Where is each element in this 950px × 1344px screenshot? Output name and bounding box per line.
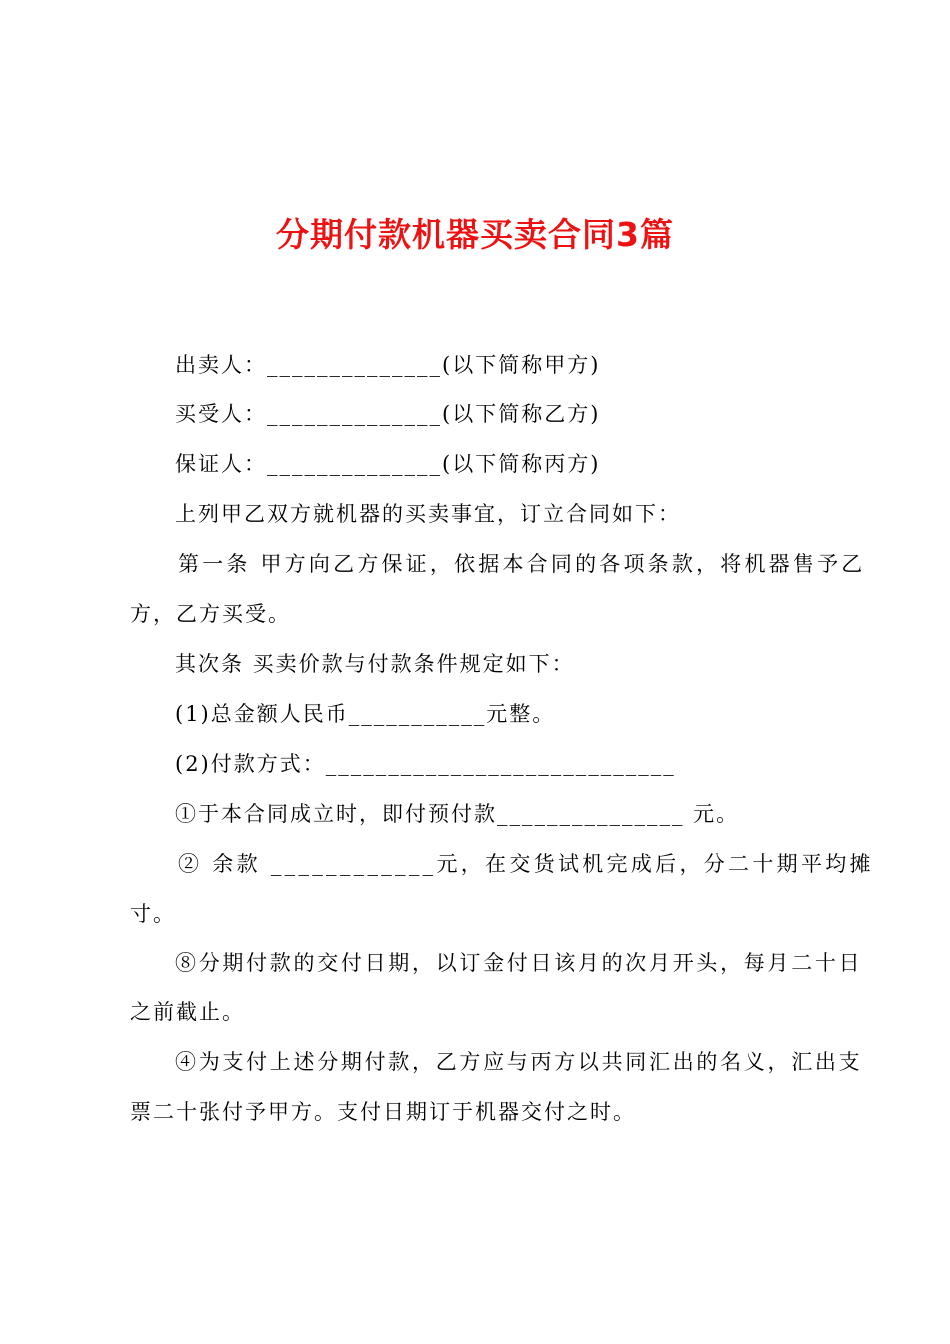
article-1-line-1: 第一条 甲方向乙方保证，依据本合同的各项条款，将机器售予乙: [178, 552, 866, 576]
balance-line-1: ② 余款 ____________元，在交货试机完成后，分二十期平均摊: [178, 852, 874, 876]
payment-method-line: (2)付款方式：____________________________: [175, 752, 676, 776]
cheque-line-1: ④为支付上述分期付款，乙方应与丙方以共同汇出的名义，汇出支: [175, 1050, 863, 1074]
guarantor-line: 保证人：______________(以下简称丙方): [175, 452, 601, 476]
cheque-line-2: 票二十张付予甲方。支付日期订于机器交付之时。: [130, 1100, 636, 1124]
total-amount-line: (1)总金额人民币___________元整。: [175, 702, 556, 726]
installment-date-line-1: ⑧分期付款的交付日期，以订金付日该月的次月开头，每月二十日: [175, 951, 863, 975]
prepayment-line: ①于本合同成立时，即付预付款_______________ 元。: [175, 802, 740, 826]
article-2-heading: 其次条 买卖价款与付款条件规定如下：: [175, 652, 575, 676]
seller-line: 出卖人：______________(以下简称甲方): [175, 353, 601, 377]
installment-date-line-2: 之前截止。: [130, 1000, 245, 1024]
article-1-line-2: 方，乙方买受。: [130, 602, 291, 626]
balance-line-2: 寸。: [130, 902, 176, 926]
document-title: 分期付款机器买卖合同3篇: [276, 215, 674, 254]
buyer-line: 买受人：______________(以下简称乙方): [175, 402, 601, 426]
intro-paragraph: 上列甲乙双方就机器的买卖事宜，订立合同如下：: [175, 502, 681, 526]
